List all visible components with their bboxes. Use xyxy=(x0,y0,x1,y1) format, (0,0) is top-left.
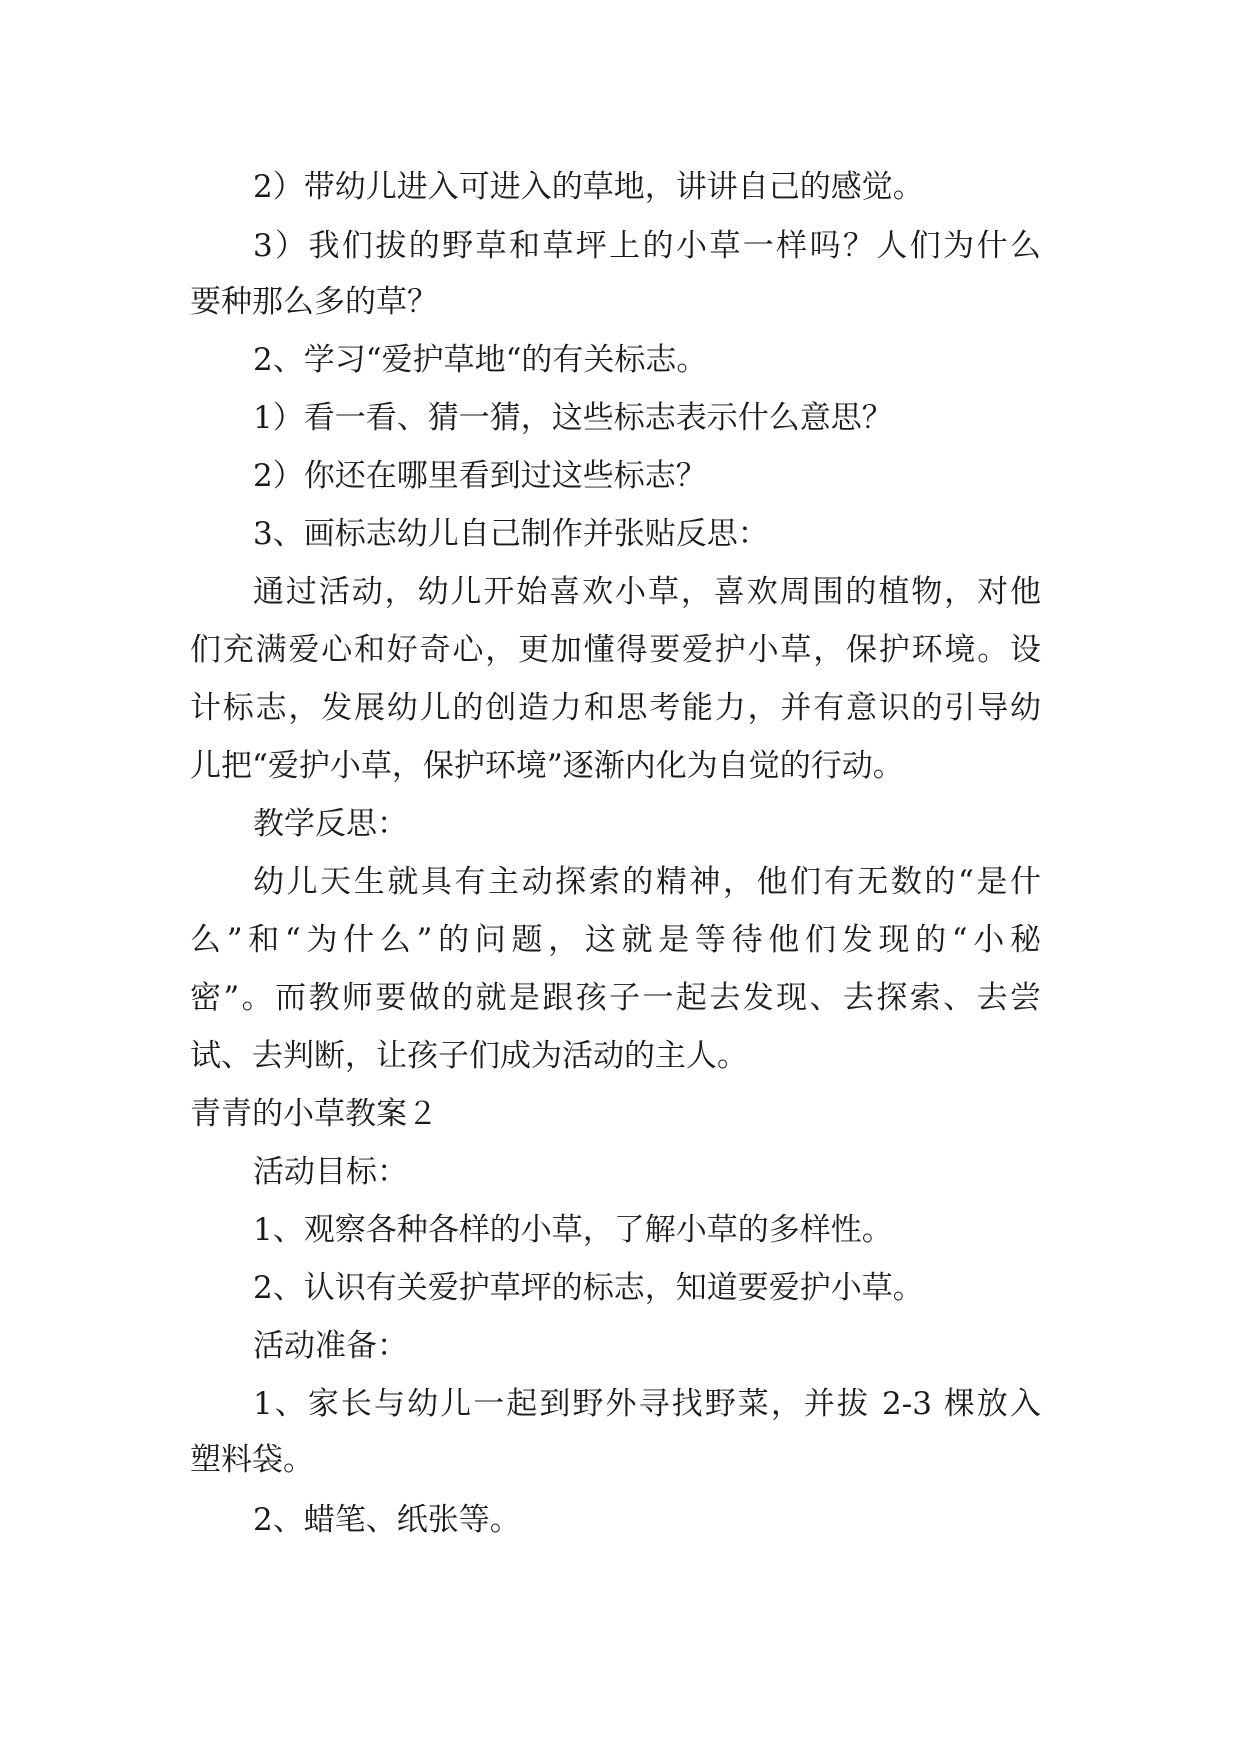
text-line: 儿把“爱护小草，保护环境”逐渐内化为自觉的行动。 xyxy=(190,748,904,784)
text-line: 2、认识有关爱护草坪的标志，知道要爱护小草。 xyxy=(253,1270,924,1306)
text-line: 1）看一看、猜一猜，这些标志表示什么意思？ xyxy=(253,400,893,436)
text-line: 2、蜡笔、纸张等。 xyxy=(253,1502,521,1538)
section-heading: 活动目标： xyxy=(253,1154,408,1190)
section-heading: 活动准备： xyxy=(253,1328,408,1364)
text-line: 1、家长与幼儿一起到野外寻找野菜，并拔 2-3 棵放入 xyxy=(253,1386,1041,1422)
text-line: 1、观察各种各样的小草，了解小草的多样性。 xyxy=(253,1212,893,1248)
text-line: 幼儿天生就具有主动探索的精神，他们有无数的“是什 xyxy=(253,864,1041,900)
text-line: 3、画标志幼儿自己制作并张贴反思： xyxy=(253,516,769,552)
text-line: 塑料袋。 xyxy=(190,1442,314,1478)
text-line: 么”和“为什么”的问题，这就是等待他们发现的“小秘 xyxy=(190,922,1041,958)
text-line: 要种那么多的草？ xyxy=(190,284,438,320)
section-heading: 教学反思： xyxy=(253,806,408,842)
text-line: 2）你还在哪里看到过这些标志？ xyxy=(253,458,707,494)
document-title: 青青的小草教案２ xyxy=(190,1096,438,1132)
text-line: 2、学习“爱护草地“的有关标志。 xyxy=(253,342,708,378)
text-line: 通过活动，幼儿开始喜欢小草，喜欢周围的植物，对他 xyxy=(253,574,1041,610)
text-line: 2）带幼儿进入可进入的草地，讲讲自己的感觉。 xyxy=(253,169,924,205)
text-line: 3）我们拔的野草和草坪上的小草一样吗？人们为什么 xyxy=(253,228,1041,264)
text-line: 试、去判断，让孩子们成为活动的主人。 xyxy=(190,1038,748,1074)
text-line: 们充满爱心和好奇心，更加懂得要爱护小草，保护环境。设 xyxy=(190,632,1041,668)
text-line: 密”。而教师要做的就是跟孩子一起去发现、去探索、去尝 xyxy=(190,980,1041,1016)
text-line: 计标志，发展幼儿的创造力和思考能力，并有意识的引导幼 xyxy=(190,690,1041,726)
